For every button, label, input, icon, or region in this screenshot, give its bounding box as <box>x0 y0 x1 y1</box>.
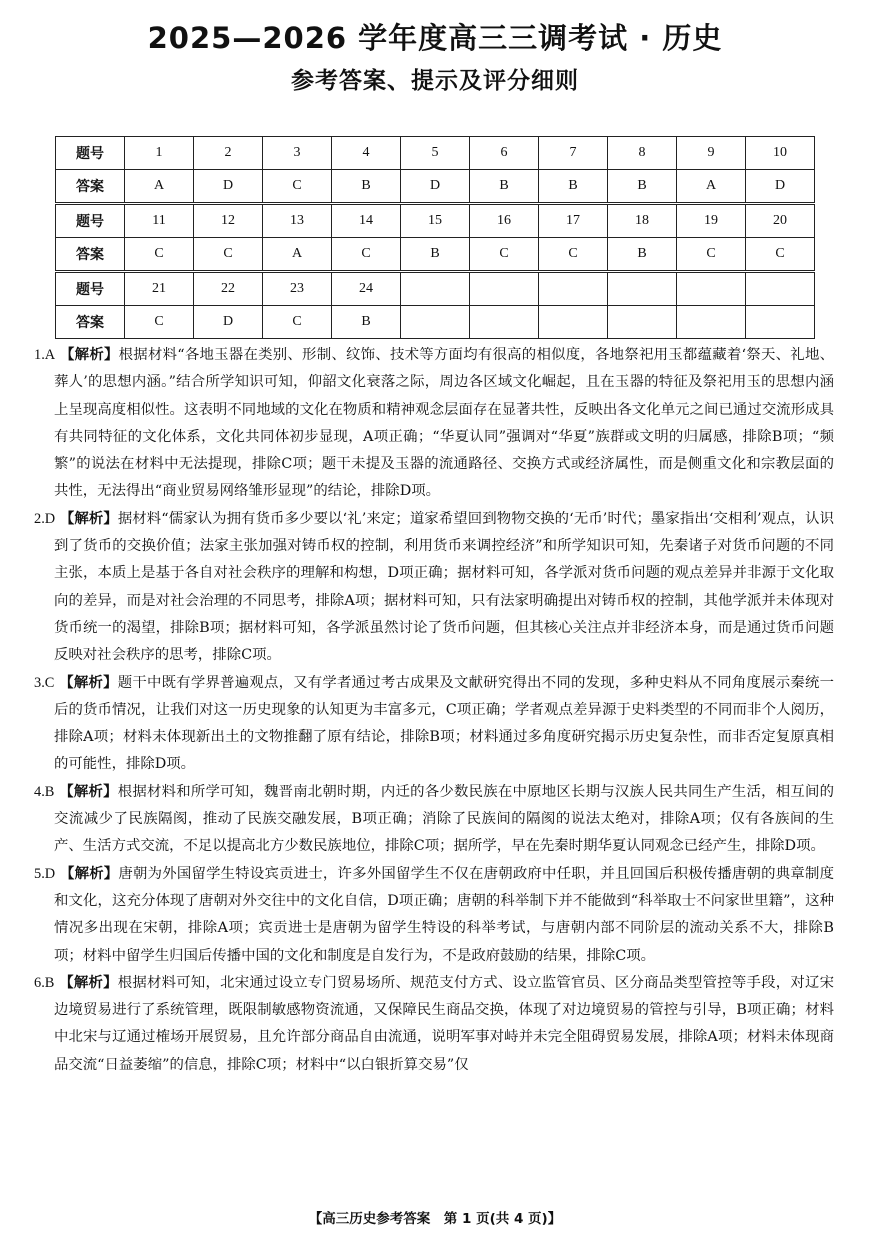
row-header-question: 题号 <box>56 272 125 306</box>
answer-cell: A <box>263 238 332 272</box>
question-number-cell: 13 <box>263 204 332 238</box>
question-number-cell <box>401 272 470 306</box>
question-number-cell: 15 <box>401 204 470 238</box>
question-number-cell: 20 <box>746 204 815 238</box>
page-footer: 【高三历史参考答案 第 1 页(共 4 页)】 <box>308 1211 562 1227</box>
explanation-text: 唐朝为外国留学生特设宾贡进士，许多外国留学生不仅在唐朝政府中任职，并且回国后积极传播唐朝的典章制度和文化，这充分体现了唐朝对外交往中的文化自信，D项正确；唐朝的科举制下并不能做到“科举取士不问家世里籍”，这种情况多出现在宋朝，排除A项；宾贡进士是唐朝为留学生特设的科举考试，与唐朝内部不同阶层的流动关系不大，排除B项；材料中留学生归国后传播中国的文化和制度是自发行为，不是政府鼓励的结果，排除C项。 <box>54 865 834 964</box>
row-header-question: 题号 <box>56 137 125 170</box>
answer-cell: B <box>608 170 677 204</box>
question-number-cell: 23 <box>263 272 332 306</box>
explanation-text: 题干中既有学界普遍观点，又有学者通过考古成果及文献研究得出不同的发现，多种史料从不同角度展示秦统一后的货币情况，让我们对这一历史现象的认知更为丰富多元，C项正确；学者观点差异源于史料类型的不同而非个人阅历，排除A项；材料未体现新出土的文物推翻了原有结论，排除B项；材料通过多角度研究揭示历史复杂性，而非否定复原真相的可能性，排除D项。 <box>54 674 834 773</box>
answer-cell: C <box>125 306 194 339</box>
answer-cell: C <box>746 238 815 272</box>
question-number-cell: 1 <box>125 137 194 170</box>
question-number-row <box>56 272 815 306</box>
answer-cell: B <box>332 306 401 339</box>
explanation-number: 2.D <box>34 510 56 527</box>
row-header-answer: 答案 <box>56 170 125 204</box>
explanation-item <box>34 506 834 670</box>
explanation-text: 根据材料可知，北宋通过设立专门贸易场所、规范支付方式、设立监管官员、区分商品类型管控等手段，对辽宋边境贸易进行了系统管理，既限制敏感物资流通，又保障民生商品交换，体现了对边境贸易的管控与引导，B项正确；材料中北宋与辽通过榷场开展贸易，且允许部分商品自由流通，说明军事对峙并未完全阻碍贸易发展，排除A项；材料未体现商品交流“日益萎缩”的信息，排除C项；材料中“以白银折算交易”仅 <box>54 974 834 1073</box>
question-number-cell <box>746 272 815 306</box>
question-number-cell: 7 <box>539 137 608 170</box>
question-number-cell: 17 <box>539 204 608 238</box>
explanation-text: 根据材料和所学可知，魏晋南北朝时期，内迁的各少数民族在中原地区长期与汉族人民共同生产生活，相互间的交流减少了民族隔阂，推动了民族交融发展，B项正确；消除了民族间的隔阂的说法太绝对，排除A项；仅有各族间的生产、生活方式交流，不足以提高北方少数民族地位，排除C项；据所学，早在先秦时期华夏认同观念已经产生，排除D项。 <box>54 783 834 855</box>
question-number-cell: 9 <box>677 137 746 170</box>
answer-cell: A <box>125 170 194 204</box>
question-number-cell <box>608 272 677 306</box>
answer-cell: C <box>194 238 263 272</box>
explanation-number: 1.A <box>34 347 56 363</box>
question-number-cell: 3 <box>263 137 332 170</box>
explanation-tag: 【解析】 <box>59 974 118 991</box>
explanation-number: 5.D <box>34 865 56 882</box>
explanation-item <box>34 670 834 779</box>
answer-cell <box>401 306 470 339</box>
question-number-cell: 2 <box>194 137 263 170</box>
answer-cell: B <box>539 170 608 204</box>
answer-cell: D <box>194 170 263 204</box>
answer-cell: B <box>332 170 401 204</box>
explanations <box>34 342 834 1079</box>
answer-cell: C <box>263 170 332 204</box>
explanation-item <box>34 342 834 506</box>
question-number-cell: 10 <box>746 137 815 170</box>
question-number-cell: 12 <box>194 204 263 238</box>
explanation-tag: 【解析】 <box>59 510 118 527</box>
row-header-answer: 答案 <box>56 306 125 339</box>
explanation-text: 据材料“儒家认为拥有货币多少要以‘礼’来定；道家希望回到物物交换的‘无币’时代；墨家指出‘交相利’观点，认识到了货币的交换价值；法家主张加强对铸币权的控制，利用货币来调控经济”和所学知识可知，先秦诸子对货币问题的不同主张，本质上是基于各自对社会秩序的理解和构想，D项正确；据材料可知，各学派对货币问题的观点差异并非源于文化取向的差异，而是对社会治理的不同思考，排除A项；据材料可知，只有法家明确提出对铸币权的控制，其他学派并未体现对货币统一的渴望，排除B项；据材料可知，各学派虽然讨论了货币问题，但其核心关注点并非经济本身，而是通过货币问题反映对社会秩序的思考，排除C项。 <box>54 510 834 664</box>
explanation-item <box>34 861 834 970</box>
row-header-answer: 答案 <box>56 238 125 272</box>
explanation-tag: 【解析】 <box>60 347 119 363</box>
question-number-cell: 8 <box>608 137 677 170</box>
explanation-number: 6.B <box>34 974 55 991</box>
row-header-question: 题号 <box>56 204 125 238</box>
answer-cell: D <box>746 170 815 204</box>
question-number-cell: 19 <box>677 204 746 238</box>
answer-cell <box>746 306 815 339</box>
answer-cell: D <box>401 170 470 204</box>
question-number-cell: 5 <box>401 137 470 170</box>
answer-cell: D <box>194 306 263 339</box>
explanation-number: 3.C <box>34 674 55 691</box>
answer-cell: B <box>608 238 677 272</box>
question-number-cell <box>470 272 539 306</box>
answer-cell: B <box>401 238 470 272</box>
explanation-item <box>34 779 834 861</box>
question-number-cell <box>677 272 746 306</box>
answer-cell: C <box>125 238 194 272</box>
question-number-cell: 14 <box>332 204 401 238</box>
explanation-item <box>34 970 834 1079</box>
answer-cell: A <box>677 170 746 204</box>
explanation-tag: 【解析】 <box>59 674 118 691</box>
question-number-cell: 22 <box>194 272 263 306</box>
answer-cell: C <box>263 306 332 339</box>
answer-row <box>56 238 815 272</box>
answer-table <box>55 136 815 339</box>
answer-cell: B <box>470 170 539 204</box>
question-number-row <box>56 137 815 170</box>
question-number-cell: 24 <box>332 272 401 306</box>
answer-row <box>56 306 815 339</box>
explanation-tag: 【解析】 <box>59 783 118 800</box>
answer-cell <box>470 306 539 339</box>
answer-cell <box>677 306 746 339</box>
answer-cell: C <box>470 238 539 272</box>
explanation-tag: 【解析】 <box>59 865 119 882</box>
question-number-cell: 6 <box>470 137 539 170</box>
question-number-cell: 21 <box>125 272 194 306</box>
explanation-text: 根据材料“各地玉器在类别、形制、纹饰、技术等方面均有很高的相似度，各地祭祀用玉都蕴藏着‘祭天、礼地、葬人’的思想内涵。”结合所学知识可知，仰韶文化衰落之际，周边各区域文化崛起，且在玉器的特征及祭祀用玉的思想内涵上呈现高度相似性。这表明不同地域的文化在物质和精神观念层面存在显著共性，反映出各文化单元之间已通过交流形成具有共同特征的文化体系，文化共同体初步显现，A项正确；“华夏认同”强调对“华夏”族群或文明的归属感，排除B项；“频繁”的说法在材料中无法提现，排除C项；题干未提及玉器的流通路径、交换方式或经济属性，而是侧重文化和宗教层面的共性，无法得出“商业贸易网络雏形显现”的结论，排除D项。 <box>54 347 835 500</box>
question-number-cell: 18 <box>608 204 677 238</box>
answer-cell: C <box>677 238 746 272</box>
question-number-cell: 4 <box>332 137 401 170</box>
answer-cell <box>539 306 608 339</box>
question-number-row <box>56 204 815 238</box>
answer-cell: C <box>332 238 401 272</box>
page-title: 2025—2026 学年度高三三调考试 · 历史 <box>147 21 723 55</box>
answer-row <box>56 170 815 204</box>
question-number-cell: 11 <box>125 204 194 238</box>
explanation-number: 4.B <box>34 783 55 800</box>
question-number-cell <box>539 272 608 306</box>
page-subtitle: 参考答案、提示及评分细则 <box>291 68 579 94</box>
answer-cell <box>608 306 677 339</box>
answer-cell: C <box>539 238 608 272</box>
question-number-cell: 16 <box>470 204 539 238</box>
